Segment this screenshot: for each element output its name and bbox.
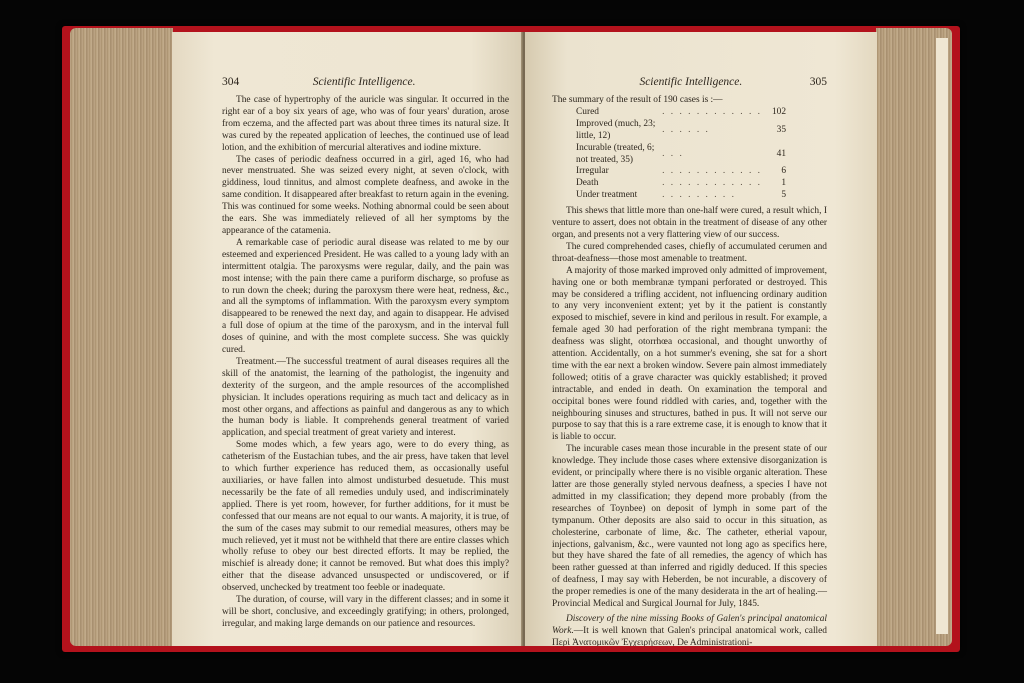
summary-value: 41	[776, 148, 786, 159]
summary-value: 5	[781, 190, 786, 201]
left-page-text	[222, 95, 509, 631]
paragraph: The case of hypertrophy of the auricle was singular. It occurred in the right ear of a boy six years of age, who was of four years' duration, arose from eczema, and the affected part was about three times its natural size. It was cured by the repeated application of leeches, the continued use of lead lotion, and the exhibition of mercurial alteratives and iodine mixture.	[222, 95, 509, 153]
summary-value: 6	[781, 166, 786, 177]
summary-label: Improved (much, 23; little, 12)	[576, 118, 656, 141]
paragraph: The duration, of course, will vary in the different classes; and in some it will be short, conclusive, and exceedingly gratifying; in others, prolonged, irregular, and making large demands on our patience and resources.	[222, 595, 509, 629]
summary-label: Under treatment	[576, 190, 638, 201]
right-page-number: 305	[809, 76, 827, 88]
right-page	[525, 32, 877, 646]
section-heading: Discovery of the nine missing Books of Galen's principal anatomical Work.	[552, 613, 827, 636]
summary-label: Death	[576, 178, 599, 189]
left-page-edges	[70, 28, 173, 646]
section-text: —It is well known that Galen's principal anatomical work, called Περὶ Ἀνατομικῶν Ἐγχειρήσεων, De Administrationi-	[552, 625, 827, 646]
summary-row: Under treatment . . . . . . . . . 5	[576, 190, 786, 201]
summary-value: 1	[781, 178, 786, 189]
summary-row: Incurable (treated, 6; not treated, 35) . . . 41	[576, 142, 786, 165]
summary-row: Cured . . . . . . . . . . . . 102	[576, 106, 786, 117]
left-running-title: Scientific Intelligence.	[312, 76, 416, 88]
summary-label: Incurable (treated, 6; not treated, 35)	[576, 142, 655, 165]
summary-row: Improved (much, 23; little, 12) . . . . . . 35	[576, 118, 786, 141]
paragraph: This shews that little more than one-half were cured, a result which, I venture to assert, does not obtain in the treatment of disease of any other organ, and presents not a very flattering view of our success.	[552, 206, 827, 240]
summary-value: 35	[776, 124, 786, 135]
paragraph: The cured comprehended cases, chiefly of accumulated cerumen and throat-deafness—those most amenable to treatment.	[552, 241, 827, 264]
summary-intro: The summary of the result of 190 cases is :—	[552, 95, 723, 105]
right-page-edges	[876, 28, 952, 646]
paragraph: A remarkable case of periodic aural disease was related to me by our esteemed and experienced President. He was called to a young lady with an intermittent otalgia. The paroxysms were regular, daily, and the pain was most intense; with the pain there came a puriform discharge, so profuse as to run down the cheek; during the paroxysm there were heat, redness, &c., and all the symptoms of inflammation. With the paroxysm every symptom disappeared to be renewed the next day, and again to disappear. He advised a full dose of opium at the time of the paroxysm, and in the interval full doses of quinine, and with the most complete success. She was quickly cured.	[222, 237, 509, 356]
section-paragraph	[552, 614, 827, 646]
summary-value: 102	[771, 106, 786, 117]
right-running-title: Scientific Intelligence.	[639, 76, 743, 88]
summary-row: Irregular . . . . . . . . . . . . 6	[576, 166, 786, 177]
summary-table	[576, 107, 786, 202]
summary-label: Irregular	[576, 166, 609, 177]
paragraph: The incurable cases mean those incurable in the present state of our knowledge. They include those cases where extensive disorganization is evident, or principally where there is no visible organic alteration. These latter are those generally styled nervous deafness, a species I have not admitted in my classification; they depend more probably (from the researches of Toynbee) on deposit of lymph in some part of the tympanum. Other deposits are also said to occur in this situation, as cholesterine, carbonate of lime, &c. The catheter, etherial vapour, injections, galvanism, &c., were vaunted not long ago as specifics here, but they have shared the fate of all remedies, the agency of which has been rather guessed at than inferred and rigidly deduced. If this species of deafness, I may say with Heberden, be not incurable, a discovery of the proper remedies is one of the many desiderata in the art of healing.—Provincial Medical and Surgical Journal for July, 1845.	[552, 444, 827, 610]
left-running-head	[222, 76, 509, 88]
paragraph: Treatment.—The successful treatment of aural diseases requires all the skill of the anatomist, the learning of the pathologist, the ingenuity and dexterity of the surgeon, and the ample resources of the accomplished physician. It includes operations requiring as much tact and delicacy as in most other organs, and affections as painful and dangerous as any to which the human body is liable. It comprehends general treatment of varied application, and special treatment of great variety and interest.	[222, 356, 509, 439]
paragraph: Some modes which, a few years ago, were to do every thing, as catheterism of the Eustachian tubes, and the air press, have taken that level to which further experience has reduced them, as occasionally useful auxiliaries, or have fallen into almost undisturbed desuetude. This must necessarily be the fate of all remedies unduly used, and indiscriminately applied. There is yet room, however, for further additions, for it must be confessed that our means are not equal to our wants. A majority, it is true, of the sum of the cases may submit to our remedial measures, others may be much relieved, yet it must not be withheld that there are entire classes which wholly refuse to obey our best directed efforts. It may be replied, the mischief is already done; it cannot be removed. But what does this imply? either that the disease advanced unsuspected or undiscovered, or if observed, unchecked by treatment too feeble or inadequate.	[222, 440, 509, 594]
loose-sheet	[936, 38, 948, 634]
right-running-head	[552, 76, 827, 88]
left-page-number: 304	[222, 76, 240, 88]
right-page-text	[552, 206, 827, 646]
paragraph: The cases of periodic deafness occurred in a girl, aged 16, who had never menstruated. She was seized every night, at seven o'clock, with giddiness, loud tinnitus, and almost complete deafness, and awoke in the same condition. It disappeared after breakfast to return again in the evening. This was continued for some weeks. Nothing abnormal could be seen about the ears. She was immediately relieved of all her symptoms by the appearance of the catamenia.	[222, 154, 509, 236]
left-page	[172, 32, 523, 646]
summary-label: Cured	[576, 106, 599, 117]
paragraph: A majority of those marked improved only admitted of improvement, having one or both membranæ tympani perforated or destroyed. This may be considered a trifling accident, not influencing ordinary audition to any very inconvenient extent; yet by it the patient is constantly exposed to mischief, severe in kind and perilous in result. For example, a female aged 30 had perforation of the right membrana tympani: the deafness was slight, otorrhœa occasional, and thought unworthy of attention. Accidentally, on a hot summer's evening, she sat for a short time with the ear next a broken window. Severe pain almost immediately followed; otitis of a grave character was quickly established; it proved intractable, and ended in death. On examination the temporal and occipital bones were found riddled with caries, and, together with the neighbouring sinuses and structures, bathed in pus. It will not serve our purpose to say that this is a rare extreme case, it is enough to know that it is liable to occur.	[552, 265, 827, 443]
summary-row: Death . . . . . . . . . . . . 1	[576, 178, 786, 189]
